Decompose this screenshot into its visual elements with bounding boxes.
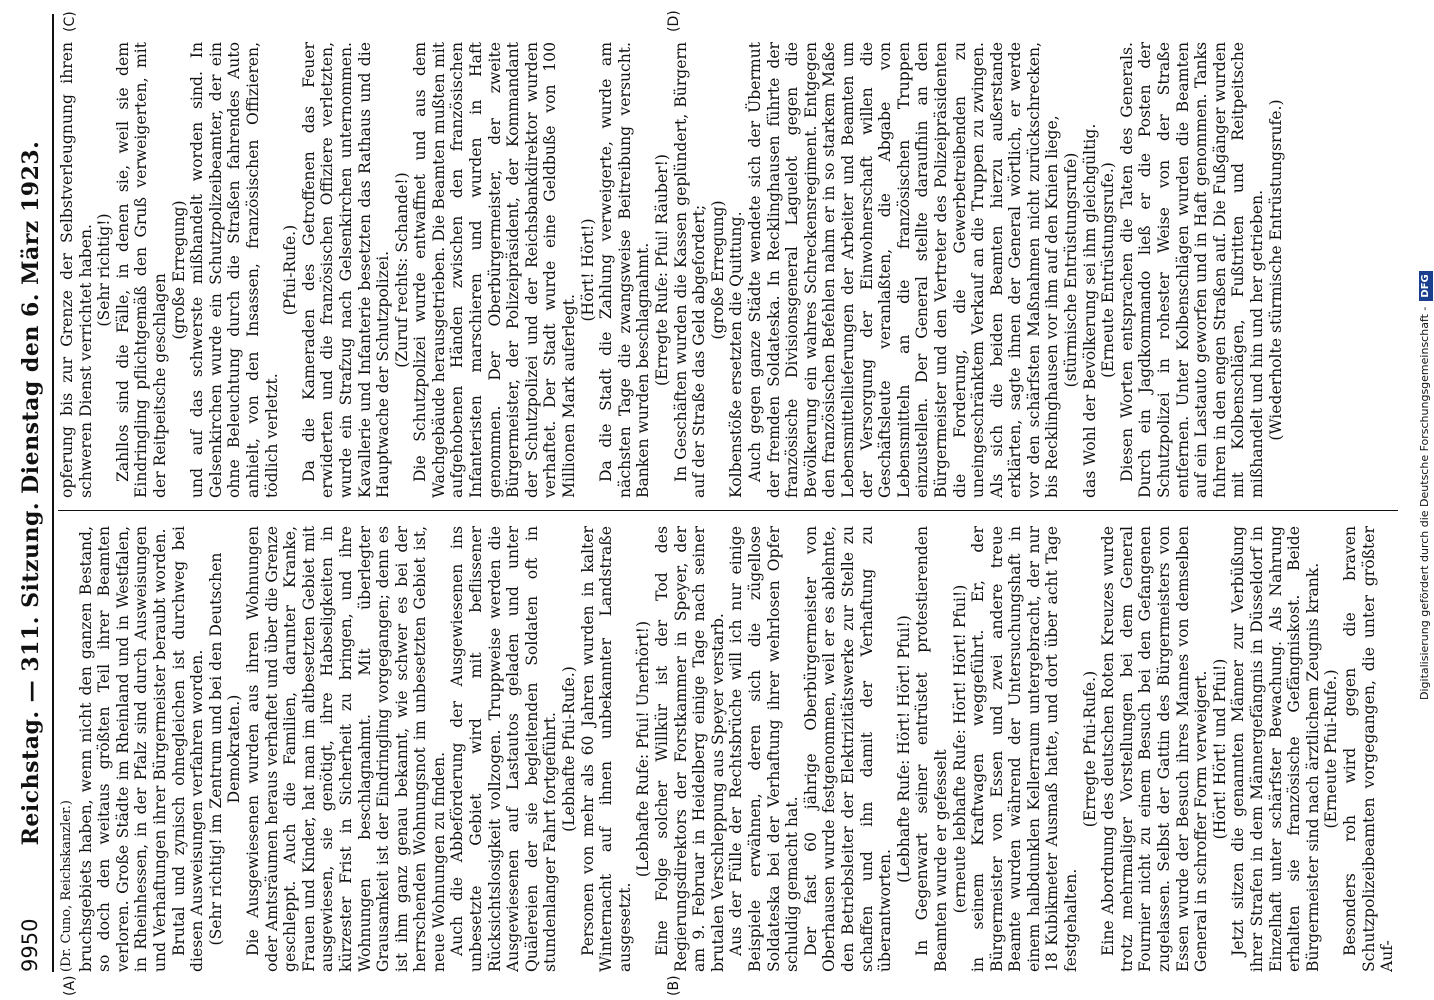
funding-text: Digitalisierung gefördert durch die Deutsche Forschungsgemeinschaft - — [1418, 306, 1431, 700]
interjection: (Erregte Pfui-Rufe.) — [1080, 670, 1099, 828]
header-rule — [52, 14, 54, 972]
speaker-label: (Dr. Cuno, Reichskanzler.) — [59, 800, 74, 972]
paragraph: Auch die Abbeförderung der Ausgewiesenen ins unbesetzte Gebiet wird mit beflissener Rücksichtslosigkeit vollzogen. Truppweise werden die Ausgewiesenen auf Lastautos geladen und unter Quälereien der sie begleitenden Soldaten oft in stundenlanger Fahrt fortgeführt. — [448, 526, 560, 972]
paragraph: Aus der Fülle der Rechtsbrüche will ich nur einige Beispiele erwähnen, deren sich die zügellose Soldateska bei der Verhaftung ihrer wehrlosen Opfer schuldig gemacht hat. — [727, 526, 802, 972]
paragraph: Personen von mehr als 60 Jahren wurden in kalter Winternacht auf ihnen unbekannter Landstraße ausgesetzt. — [578, 526, 634, 972]
page-header — [18, 14, 48, 972]
interjection: (Lebhafte Rufe: Pfui! Unerhört!) — [634, 620, 653, 878]
page-number: 9950 — [18, 918, 42, 972]
margin-marker-d: (D) — [666, 10, 682, 32]
margin-marker-a: (A) — [62, 975, 78, 996]
paragraph: Besonders roh wird gegen die braven Schutzpolizeibeamten vorgegangen, die unter größter Auf- — [1340, 526, 1397, 972]
interjection: (Sehr richtig! im Zentrum und bei den Deutschen Demokraten.) — [206, 552, 244, 946]
paragraph: Die Ausgewiesenen wurden aus ihren Wohnungen oder Amtsräumen heraus verhaftet und über die Grenze geschleppt. Auch die Familien, darunter Kranke, Frauen und Kinder, hat man im altbesetzten Gebiet mit ausgewiesen, sie genötigt, ihre Habseligkeiten in kürzester Frist in Sicherheit zu bringen, und ihre Wohnungen beschlagnahmt. Mit überlegter Grausamkeit ist der Eindringling vorgegangen; denn es ist ihm ganz genau bekannt, wie schwer es bei der herrschenden Wohnungsnot im unbesetzten Gebiet ist, neue Wohnungen zu finden. — [243, 526, 448, 972]
dfg-logo: DFG — [1419, 271, 1433, 300]
interjection: (Lebhafte Rufe: Hört! Hört! Pfui!) — [894, 615, 913, 883]
paragraph: Diesen Worten entsprachen die Taten des Generals. Durch ein Jagdkommando ließ er die Posten der Schutzpolizei in rohester Weise von der Straße entfernen. Unter Kolbenschlägen wurden die Beamten auf ein Lastauto geworfen und in Haft genommen. Tanks fuhren in den engen Straßen auf. Die Fußgänger wurden mit Kolbenschlägen, Fußtritten und Reitpeitsche mißhandelt und hin und her getrieben. — [1117, 42, 1266, 498]
paragraph: bruchsgebiets haben, wenn nicht den ganzen Bestand, so doch den weitaus größten Teil ihrer Beamten verloren. Große Städte im Rheinland und in Westfalen, in Rheinhessen, in der Pfalz sind durch Ausweisungen und Verhaftungen ihrer Bürgermeister beraubt worden. — [76, 526, 169, 972]
paragraph: Zahllos sind die Fälle, in denen sie, weil sie dem Eindringling pflichtgemäß den Gruß verweigerten, mit der Reitpeitsche geschlagen — [113, 42, 169, 498]
interjection: (Erneute Pfui-Rufe.) — [1322, 669, 1341, 829]
paragraph: Eine Folge solcher Willkür ist der Tod des Regierungsdirektors der Forstkammer in Speyer, der am 9. Februar in Heidelberg einige Tage nach seiner brutalen Verschleppung aus Speyer verstarb. — [653, 526, 727, 972]
interjection: (Pfui-Rufe.) — [281, 224, 300, 316]
interjection: (Wiederholte stürmische Entrüstungsrufe.) — [1266, 99, 1285, 441]
paragraph: in seinem Kraftwagen weggeführt. Er, der Bürgermeister von Essen und zwei andere treue Beamte wurden während der Untersuchungshaft in einem halbdunklen Kellerraum untergebracht, der nur 18 Kubikmeter Ausmaß hatte, und dort über acht Tage festgehalten. — [969, 526, 1081, 972]
interjection: (Erneute Entrüstungsrufe.) — [1099, 162, 1118, 378]
interjection: (erneute lebhafte Rufe: Hört! Hört! Pfui!) — [950, 584, 969, 914]
interjection: (Hört! Hört! und Pfui!) — [1210, 658, 1229, 840]
paragraph: Da die Stadt die Zahlung verweigerte, wurde am nächsten Tage die zwangsweise Beitreibung versucht. Banken wurden beschlagnahmt. — [597, 42, 653, 498]
paragraph: Der fast 60 jährige Oberbürgermeister von Oberhausen wurde festgenommen, weil er es ablehnte, den Betriebsleiter der Elektrizitätswerke zur Stelle zu schaffen und ihn damit der Verhaftung zu überantworten. — [801, 526, 895, 972]
paragraph: Brutal und zynisch ohnegleichen ist durchweg bei diesen Ausweisungen verfahren worden. — [169, 526, 207, 972]
interjection: (große Erregung) — [708, 200, 727, 340]
left-column — [58, 526, 1398, 972]
paragraph: opferung bis zur Grenze der Selbstverleugnung ihren schweren Dienst verrichtet haben. — [58, 42, 95, 498]
interjection: (stürmische Entrüstungsrufe) — [1062, 152, 1081, 388]
paragraph: Eine Abordnung des deutschen Roten Kreuzes wurde trotz mehrmaliger Vorstellungen bei dem General Fournier nicht zu einem Besuch bei den Gefangenen zugelassen. Selbst der Gattin des Bürgermeisters von Essen wurde der Besuch ihres Mannes von demselben General in schroffer Form verweigert. — [1099, 526, 1211, 972]
paragraph: Kolbenstöße ersetzten die Quittung. — [727, 211, 746, 498]
right-column — [58, 42, 1398, 498]
funding-note — [1412, 0, 1434, 1000]
interjection: (Sehr richtig!) — [95, 213, 114, 327]
interjection: (Hört! Hört!) — [578, 218, 597, 322]
running-title: Reichstag. — 311. Sitzung. Dienstag den 6. März 1923. — [18, 140, 44, 846]
paragraph: Die Schutzpolizei wurde entwaffnet und aus dem Wachgebäude herausgetrieben. Die Beamten mußten mit aufgehobenen Händen zwischen den französischen Infanteristen marschieren und wurden in Haft genommen. Der Oberbürgermeister, der zweite Bürgermeister, der Polizeipräsident, der Kommandant der Schutzpolizei und der Reichsbankdirektor wurden verhaftet. Der Stadt wurde eine Geldbuße von 100 Millionen Mark auferlegt. — [411, 42, 579, 498]
side-attribution — [1408, 0, 1434, 1000]
paragraph: das Wohl der Bevölkerung sei ihm gleichgültig. — [1080, 123, 1099, 498]
paragraph: In Geschäften wurden die Kassen geplündert, Bürgern auf der Straße das Geld abgefordert; — [671, 42, 709, 498]
paragraph: In Gegenwart seiner entrüstet protestierenden Beamten wurde er gefesselt — [913, 526, 950, 972]
interjection: (Lebhafte Pfui-Rufe.) — [560, 666, 579, 832]
paragraph: Jetzt sitzen die genannten Männer zur Verbüßung ihrer Strafen in dem Männergefängnis in Düsseldorf in Einzelhaft unter schärfster Bewachung. Als Nahrung erhalten sie französische Gefängniskost. Beide Bürgermeister sind nach ärztlichem Zeugnis krank. — [1229, 526, 1322, 972]
interjection: (Erregte Rufe: Pfui! Räuber!) — [653, 154, 671, 387]
paragraph: Auch gegen ganze Städte wendete sich der Übermut der fremden Soldateska. In Recklinghausen führte der französische Divisionsgeneral Laguelot gegen die Bevölkerung ein wahres Schreckensregiment. Entgegen den französischen Befehlen nahm er in so starkem Maße Lebensmittellieferungen der Arbeiter und Beamten um der Versorgung der Einwohnerschaft willen die Geschäftsleute veranlaßten, die Abgabe von Lebensmitteln an die französischen Truppen einzustellen. Der General stellte daraufhin an den Bürgermeister und den Vertreter des Polizeipräsidenten die Forderung, die Gewerbetreibenden zu uneingeschränktem Verkauf an die Truppen zu zwingen. Als sich die beiden Beamten hierzu außerstande erklärten, sagte ihnen der General wörtlich, er werde vor den schärfsten Maßnahmen nicht zurückschrecken, bis Recklinghausen vor ihm auf den Knien liege, — [745, 42, 1062, 498]
paragraph: und auf das schwerste mißhandelt worden sind. In Gelsenkirchen wurde ein Schutzpolizeibeamter, der ein ohne Beleuchtung durch die Straßen fahrendes Auto anhielt, von den Insassen, französischen Offizieren, tödlich verletzt. — [188, 42, 281, 498]
margin-marker-c: (C) — [62, 11, 78, 32]
margin-marker-b: (B) — [666, 975, 682, 996]
interjection: (große Erregung) — [169, 200, 188, 340]
interjection: (Zuruf rechts: Schande!) — [392, 172, 411, 368]
column-divider — [58, 510, 1398, 511]
paragraph: Da die Kameraden des Getroffenen das Feuer erwiderten und die französischen Offiziere verletzten, wurde ein Strafzug nach Gelsenkirchen unternommen. Kavallerie und Infanterie besetzten das Rathaus und die Hauptwache der Schutzpolizei. — [299, 42, 393, 498]
